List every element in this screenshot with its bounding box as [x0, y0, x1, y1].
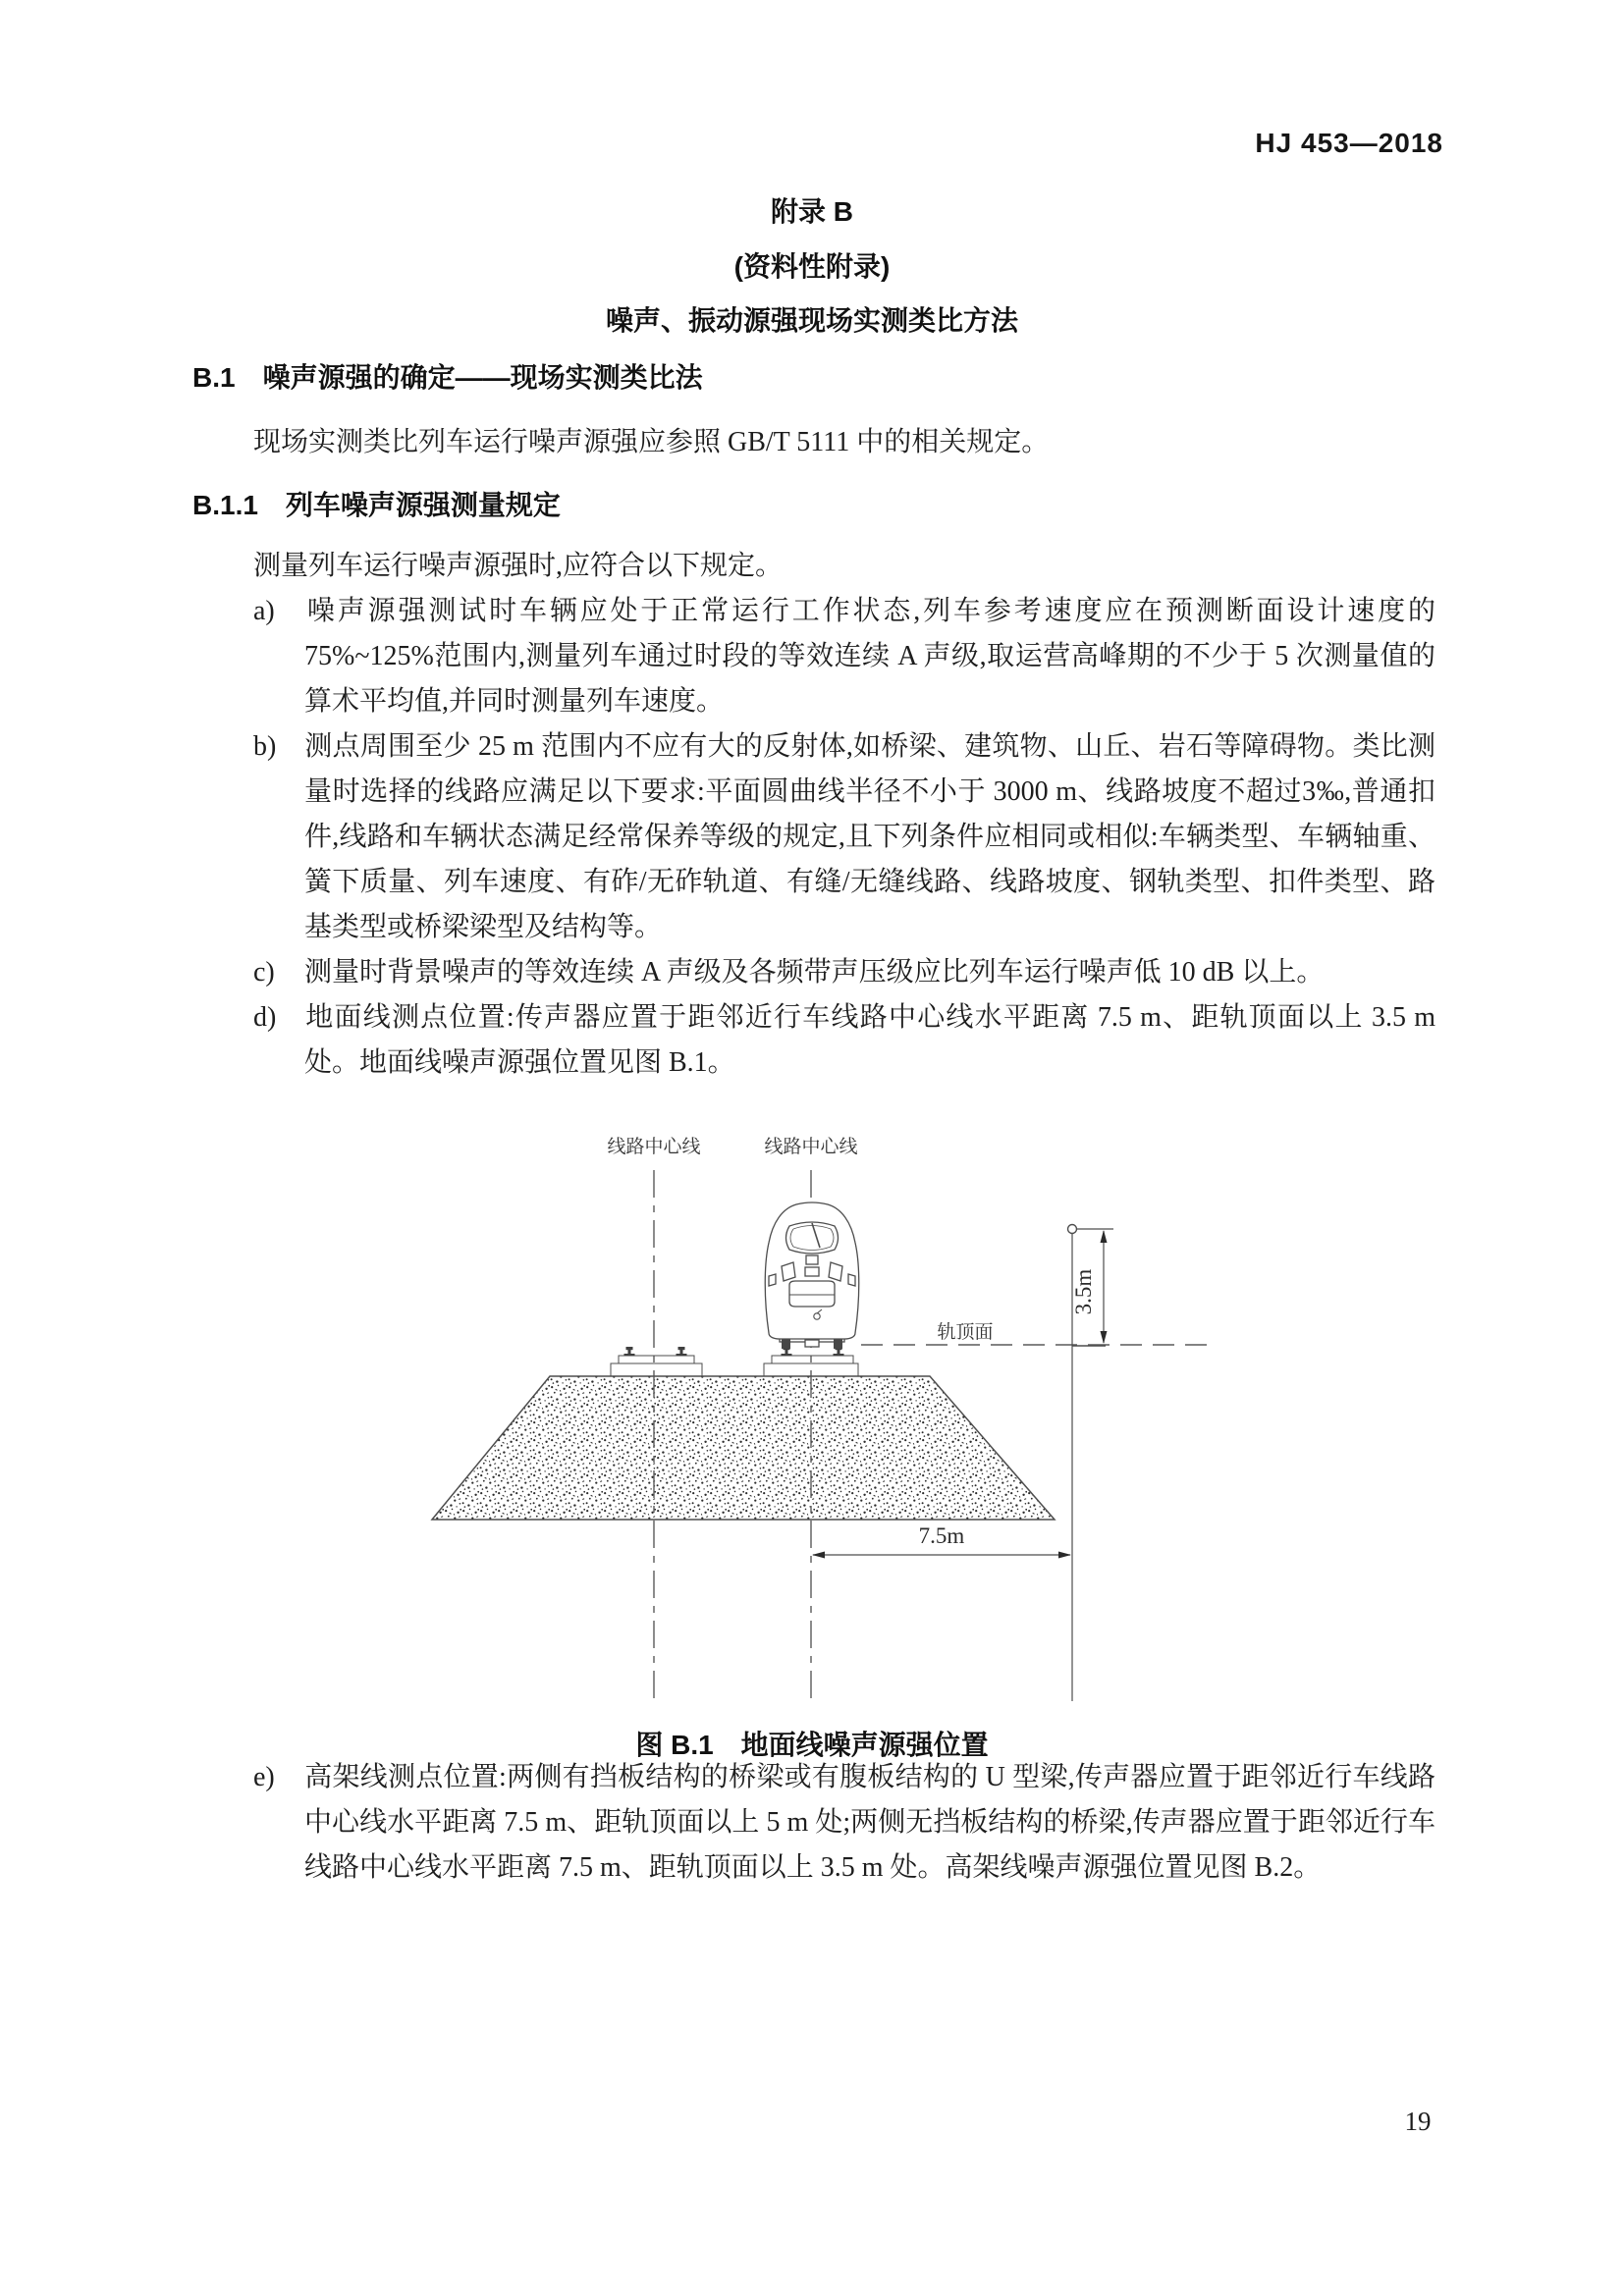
list-item-e [253, 1755, 1435, 1891]
list-text-d: 地面线测点位置:传声器应置于距邻近行车线路中心线水平距离 7.5 m、距轨顶面以上 3.5 m 处。地面线噪声源强位置见图 B.1。 [304, 1002, 1435, 1078]
page-number: 19 [1404, 2107, 1432, 2136]
list-marker-d: d) [253, 1002, 277, 1033]
figure-b1-drawing [373, 1119, 1237, 1733]
embankment-illustration [432, 1376, 1055, 1520]
section-b1-paragraph: 现场实测类比列车运行噪声源强应参照 GB/T 5111 中的相关规定。 [253, 427, 1050, 457]
list-item-b [253, 724, 1435, 950]
list-marker-e: e) [253, 1762, 275, 1792]
center-line-label-right: 线路中心线 [764, 1137, 858, 1157]
list-marker-c: c) [253, 957, 275, 988]
list-marker-a: a) [253, 596, 275, 626]
rail-top-label: 轨顶面 [937, 1322, 994, 1343]
dimension-3-5m-label: 3.5m [1071, 1268, 1096, 1315]
list-text-a: 噪声源强测试时车辆应处于正常运行工作状态,列车参考速度应在预测断面设计速度的75%~125%范围内,测量列车通过时段的等效连续 A 声级,取运营高峰期的不少于 5 次测量值的算术平均值,并同时测量列车速度。 [304, 596, 1435, 717]
figure-b1-caption: 图 B.1 地面线噪声源强位置 [635, 1730, 989, 1760]
dimension-7-5m [812, 1523, 1071, 1559]
dimension-7-5m-label: 7.5m [918, 1523, 965, 1548]
list-item-d [253, 995, 1435, 1086]
section-b1-heading: B.1 噪声源强的确定——现场实测类比法 [192, 362, 703, 393]
list-item-c [253, 950, 1435, 995]
measurement-rules-list [253, 544, 1435, 1086]
list-text-e: 高架线测点位置:两侧有挡板结构的桥梁或有腹板结构的 U 型梁,传声器应置于距邻近行车线路中心线水平距离 7.5 m、距轨顶面以上 5 m 处;两侧无挡板结构的桥梁,传声器应置于距邻近行车线路中心线水平距离 7.5 m、距轨顶面以上 3.5 m 处。高架线噪声源强位置见图 B.2。 [304, 1762, 1435, 1883]
train-front-icon [765, 1202, 859, 1349]
standard-code: HJ 453—2018 [1255, 128, 1443, 158]
appendix-title: 附录 B [770, 196, 853, 227]
appendix-subtitle: (资料性附录) [733, 251, 891, 282]
dimension-3-5m [1071, 1229, 1113, 1346]
center-line-label-left: 线路中心线 [607, 1137, 701, 1157]
appendix-heading: 噪声、振动源强现场实测类比方法 [605, 305, 1018, 336]
list-item-a [253, 589, 1435, 724]
section-b11-heading: B.1.1 列车噪声源强测量规定 [192, 490, 561, 520]
list-marker-b: b) [253, 731, 277, 762]
list-text-b: 测点周围至少 25 m 范围内不应有大的反射体,如桥梁、建筑物、山丘、岩石等障碍物。类比测量时选择的线路应满足以下要求:平面圆曲线半径不小于 3000 m、线路坡度不超过3‰,普通扣件,线路和车辆状态满足经常保养等级的规定,且下列条件应相同或相似:车辆类型、车辆轴重、簧下质量、列车速度、有砟/无砟轨道、有缝/无缝线路、线路坡度、钢轨类型、扣件类型、路基类型或桥梁梁型及结构等。 [304, 731, 1435, 942]
list-text-c: 测量时背景噪声的等效连续 A 声级及各频带声压级应比列车运行噪声低 10 dB 以上。 [304, 957, 1325, 988]
rail-icon [624, 1347, 687, 1356]
list-intro: 测量列车运行噪声源强时,应符合以下规定。 [253, 551, 784, 581]
microphone-point-icon [1068, 1225, 1077, 1234]
track-left-illustration [611, 1347, 702, 1376]
